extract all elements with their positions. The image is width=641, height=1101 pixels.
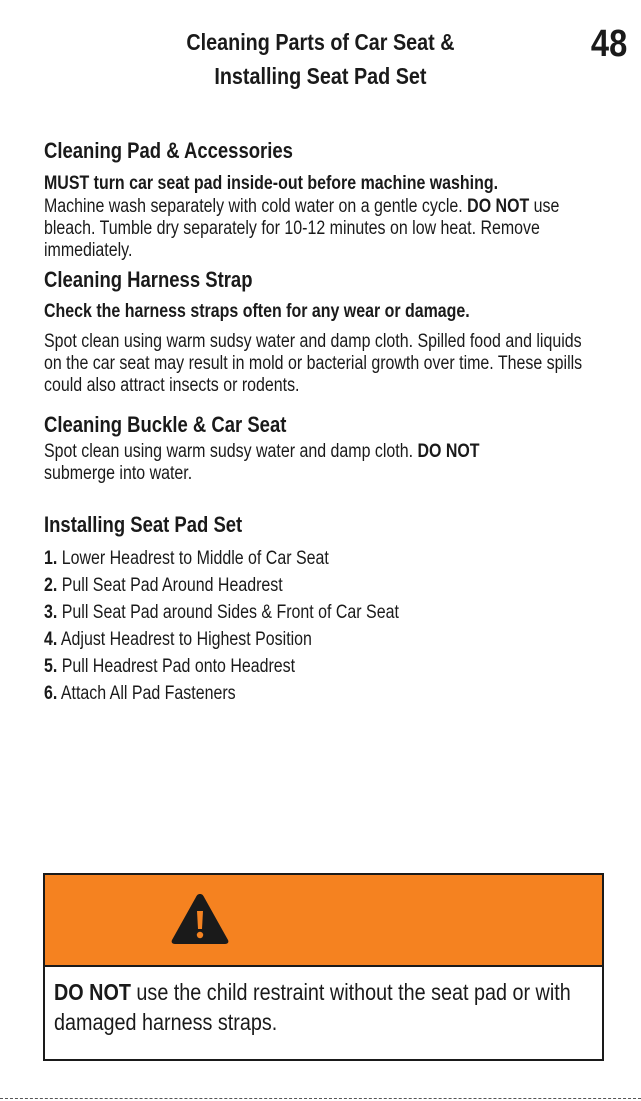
section-emphasis: MUST turn car seat pad inside-out before machine washing. — [44, 173, 499, 194]
do-not-label: DO NOT — [467, 196, 530, 217]
section-body: Spot clean using warm sudsy water and damp cloth. Spilled food and liquids on the car seat may result in mold or bacterial growth over time. These spills could also attract insects or rodents. — [44, 331, 583, 396]
body-text-part: Machine wash separately with cold water on a gentle cycle. — [44, 196, 468, 217]
section-heading: Installing Seat Pad Set — [44, 512, 243, 537]
list-item — [44, 599, 604, 626]
step-text: Lower Headrest to Middle of Car Seat — [61, 548, 329, 569]
section-heading: Cleaning Harness Strap — [44, 267, 253, 292]
body-text-part: Spot clean using warm sudsy water and damp cloth. — [44, 441, 418, 462]
step-text: Adjust Headrest to Highest Position — [60, 629, 312, 650]
section-body — [44, 441, 604, 485]
body-text-part: use bleach. Tumble dry separately for 10-12 minutes on low heat. Remove immediately. — [44, 196, 560, 261]
do-not-label: DO NOT — [54, 979, 131, 1005]
step-text: Pull Headrest Pad onto Headrest — [61, 656, 296, 677]
section-cleaning-pad — [44, 137, 604, 262]
install-steps-list — [44, 545, 604, 707]
warning-triangle-icon — [169, 891, 231, 947]
do-not-label: DO NOT — [417, 441, 480, 462]
page-bottom-divider — [0, 1098, 641, 1099]
section-cleaning-buckle — [44, 411, 604, 485]
warning-body — [45, 967, 602, 1037]
list-item — [44, 626, 604, 653]
list-item — [44, 572, 604, 599]
body-text-part: submerge into water. — [44, 463, 193, 484]
content-column — [44, 137, 604, 707]
warning-text — [54, 977, 592, 1037]
step-number: 5. — [44, 656, 58, 677]
warning-message: use the child restraint without the seat pad or with damaged harness straps. — [54, 979, 571, 1035]
page-number: 48 — [590, 23, 627, 65]
step-number: 2. — [44, 575, 58, 596]
step-number: 4. — [44, 629, 58, 650]
list-item — [44, 653, 604, 680]
section-heading: Cleaning Pad & Accessories — [44, 138, 293, 163]
step-text: Attach All Pad Fasteners — [60, 683, 236, 704]
page-title — [45, 25, 596, 93]
section-cleaning-harness — [44, 266, 604, 397]
list-item — [44, 545, 604, 572]
main-content — [44, 137, 604, 707]
step-text: Pull Seat Pad Around Headrest — [61, 575, 283, 596]
list-item — [44, 680, 604, 707]
section-heading: Cleaning Buckle & Car Seat — [44, 412, 287, 437]
warning-box — [43, 873, 604, 1061]
step-number: 6. — [44, 683, 58, 704]
section-body — [44, 196, 604, 262]
page-title-line-1: Cleaning Parts of Car Seat & — [186, 29, 455, 55]
page-title-line-2: Installing Seat Pad Set — [214, 63, 427, 89]
section-installing-seat-pad — [44, 511, 604, 707]
step-number: 3. — [44, 602, 58, 623]
section-emphasis: Check the harness straps often for any wear or damage. — [44, 301, 470, 322]
warning-header — [45, 875, 602, 967]
step-text: Pull Seat Pad around Sides & Front of Car Seat — [61, 602, 399, 623]
step-number: 1. — [44, 548, 58, 569]
